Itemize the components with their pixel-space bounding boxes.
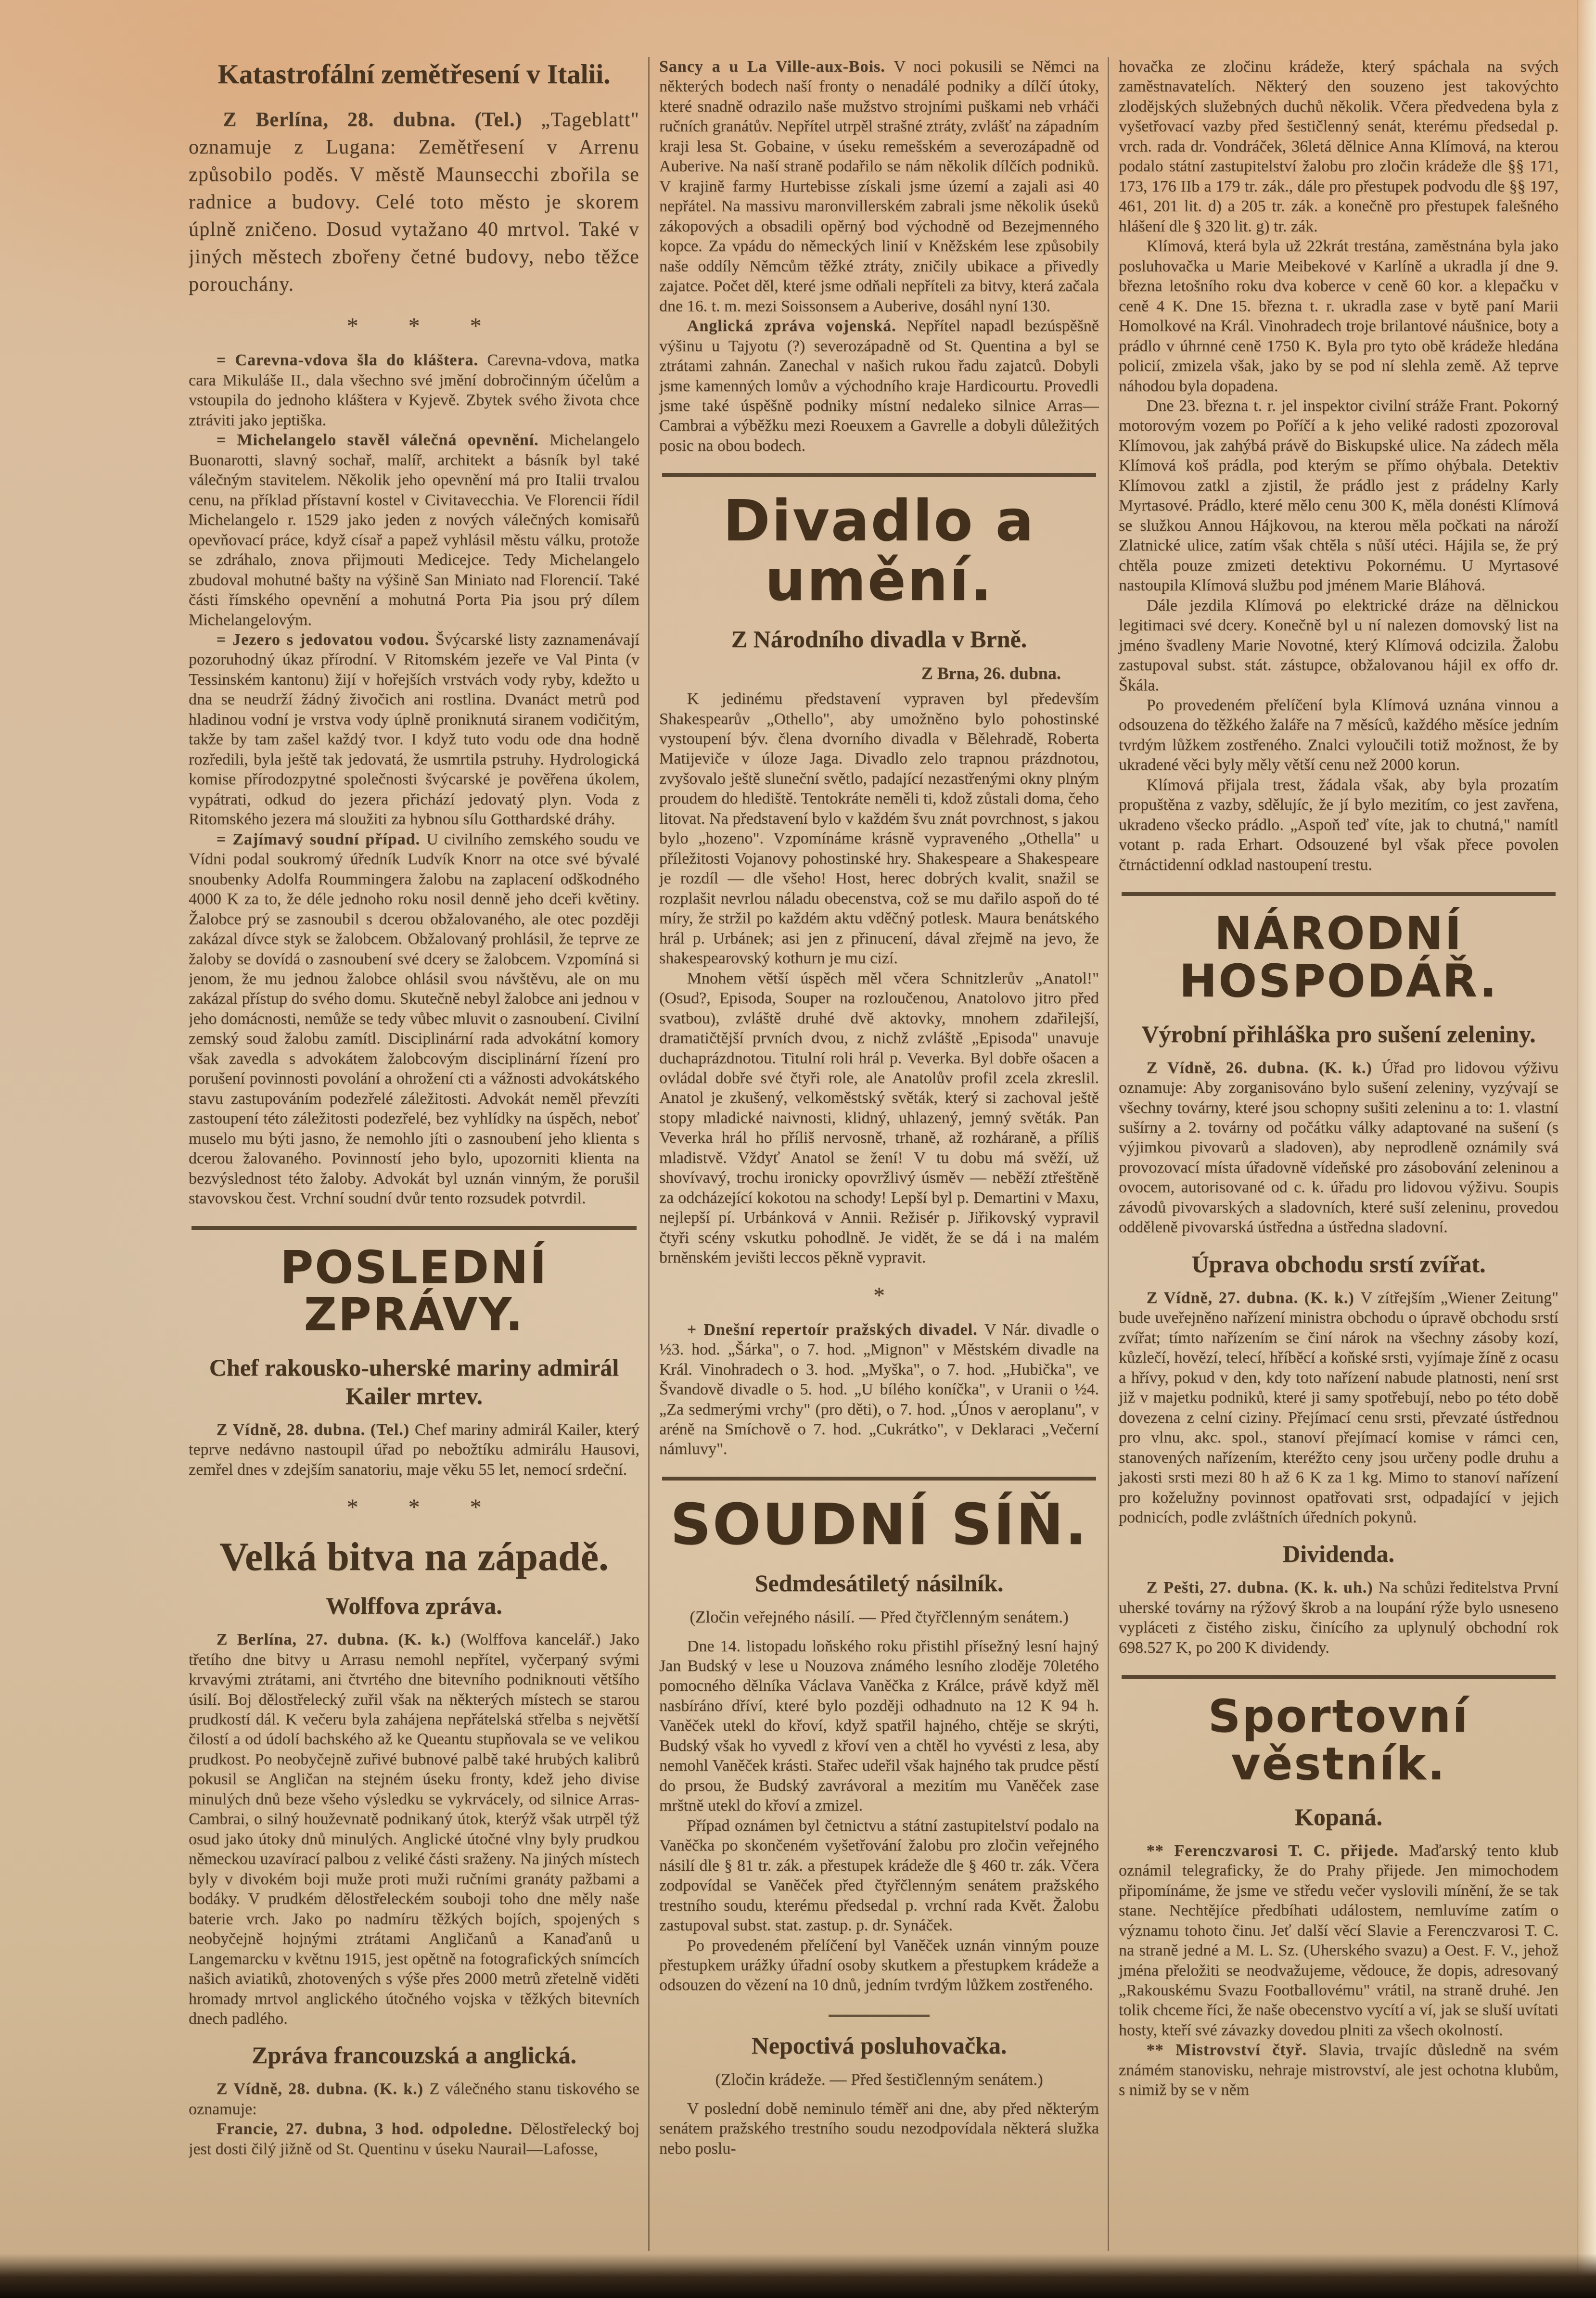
paragraph-lead: + Dnešní repertoír pražských divadel. xyxy=(687,1320,984,1339)
paragraph-lead: Z Vídně, 28. dubna. (K. k.) xyxy=(216,2080,430,2098)
article-subhead: Kopaná. xyxy=(1294,1803,1382,1830)
article-subhead: Zpráva francouzská a anglická. xyxy=(251,2042,577,2069)
separator-short-rule xyxy=(829,2015,930,2017)
paragraph-lead: = Zajímavý soudní případ. xyxy=(216,830,427,848)
paragraph-lead: Z Berlína, 28. dubna. (Tel.) xyxy=(223,108,541,131)
paragraph: Z Berlína, 27. dubna. (K. k.) (Wolffova kancelář.) Jako třetího dne bitvy u Arrasu nemohl nepřítel, vyčerpaný svými krvavými ztrátami, ani čtvrtého dne bitevního podniknouti většího úsilí. Boj dělostřelecký zuřil však na některých místech se starou prudkostí dál. K večeru byla zahájena nepřátelská střelba s největší čilostí a od údolí bachského až ke Queantu stupňovala se ve velikou prudkost. Po neobyčejně zuřivé bubnové palbě také hrubých kalibrů pokusil se Angličan na stejném úseku fronty, kdež jeho divise minulých dnů beze všeho výsledku se vykrvácely, od silnice Arras-Cambrai, o silný houževnatě podnikaný útok, kterýž však utrpěl týž osud jako útoky dnů minulých. Anglické útočné vlny byly prudkou německou uzavírací palbou z veliké části sraženy. Na jiných místech byly v divokém boji muže proti muži ručními granáty pažbami a bodáky. V prudkém dělostřeleckém souboji toho dne měly naše baterie vrch. Jako po nadmíru těžkých bojích, spojených s neobyčejně hojnými ztrátami Angličanů a Kanaďanů u Langemarcku v květnu 1915, jest opětně na fotografických snímcích našich aviatiků, zhotovených s výše přes 2000 metrů zřetelně viděti hromady mrtvol anglického útočného vojska v těžkých bitevních dnech padlého. xyxy=(189,1631,639,2028)
separator-rule xyxy=(1122,892,1556,896)
paragraph-lead: Z Vídně, 26. dubna. (K. k.) xyxy=(1146,1059,1382,1077)
article-subhead: Nepoctivá posluhovačka. xyxy=(751,2031,1007,2059)
article-subhead: Dividenda. xyxy=(1282,1540,1394,1568)
paragraph: Z Berlína, 28. dubna. (Tel.) „Tageblatt" oznamuje z Lugana: Zemětřesení v Arrenu způsobilo poděs. V městě Maunsecchi zbořila se radnice a budovy. Celé toto město je skorem úplně zničeno. Dosud vytažano 40 mrtvol. Také v jiných městech zbořeny četné budovy, nebo těžce porouchány. xyxy=(189,108,639,296)
columns-container xyxy=(189,57,1582,2251)
paragraph: Z Pešti, 27. dubna. (K. k. uh.) Na schůzi ředitelstva První uherské továrny na rýžový škrob a na loupání rýže bylo usneseno vypláceti z čistého zisku, činícího za uplynulý obchodní rok 698.527 K, po 200 K dividendy. xyxy=(1119,1579,1558,1657)
paragraph: Dále jezdila Klímová po elektrické dráze na dělnickou legitimaci své dcery. Konečně byl u ní nalezen domovský list na jméno švadleny Marie Novotné, který Klímová odcizila. Žalobu zastupoval subst. stát. zástupce, obžalovanou hájil ex offo dr. Škála. xyxy=(1119,596,1558,694)
page-edge-highlight xyxy=(1577,0,1596,2298)
paragraph: = Zajímavý soudní případ. U civilního zemského soudu ve Vídni podal soukromý úředník Ludvík Knorr na otce své bývalé snoubenky Adolfa Roummingera žalobu na zaplacení odškodného 4000 K za to, že déle jednoho roku nosil denně jeho dceři květiny. Žalobce prý se zasnoubil s dcerou obžalovaného, ale otec později zakázal dívce styk se žalobcem. Obžalovaný prohlásil, že teprve ze žaloby se dovídá o zasnoubení své dcery se žalobcem. Vzpomíná si jenom, že mu jednou žalobce ohlásil svou návštěvu, ale on mu zakázal přístup do svého domu. Skutečně nebyl žalobce ani jednou v jeho domácnosti, nemůže se tedy vůbec mluvit o zasnoubení. Civilní zemský soud žalobu zamítl. Disciplinární rada advokátní komory však zavedla s advokátem žalobcovým disciplinární řízení pro porušení povinnosti povolání a ohrožení cti a vážnosti advokátského stavu zastupováním podezřelé záležitosti. Advokát neměl převzíti zastoupení této záležitosti podezřelé, bez vyhlídky na úspěch, neboť muselo mu býti jasno, že nemohlo jíti o zasnoubení jeho klienta s dcerou žalovaného. Povinností jeho bylo, upozorniti klienta na bezvýslednost této žaloby. Advokát byl uznán vinným, že porušil stavovskou čest. Vrchní soudní dvůr tento rozsudek potvrdil. xyxy=(189,830,639,1208)
paragraph: ** Ferenczvarosi T. C. přijede. Maďarský tento klub oznámil telegraficky, že do Prahy přijede. Jen mimochodem připomínáme, že jsme ve středu večer vyslovili mínění, že se tak stane. Nechtějíce předbíhati událostem, nemluvíme zatím o významu tohoto činu. Jeť další věcí Slavie a Ferenczvarosi T. C. na straně jedné a M. L. Sz. (Uherského svazu) a Oest. F. V., jehož jména přeložiti se neodvažujeme, vědouce, že dopis, adresovaný „Rakouskému Svazu Footballovému" vrátil, na straně druhé. Jen tolik chceme říci, že naše obecenstvo vycítí a ví, jak se sluší uvítati hosty, kteří své závazky dovedou plniti za všech okolností. xyxy=(1119,1841,1558,2039)
court-note: (Zločin krádeže. — Před šestičlenným senátem.) xyxy=(715,2069,1043,2089)
paragraph-lead: Francie, 27. dubna, 3 hod. odpoledne. xyxy=(216,2120,521,2138)
paragraph: Případ oznámen byl četnictvu a státní zastupitelství podalo na Vaněčka po skončeném vyšetřování žalobu pro zločin veřejného násilí dle § 81 tr. zák. a přestupek krádeže dle § 460 tr. zák. Včera zodpovídal se Vaněček před čtyřčlenným senátem pražského trestního soudu, kterému předsedal p. vrchní rada Květ. Žalobu zastupoval subst. stat. zastup. p. dr. Synáček. xyxy=(659,1816,1099,1935)
paragraph: Z Vídně, 28. dubna. (Tel.) Chef mariny admirál Kailer, který teprve nedávno nastoupil úřad po nebožtíku admirálu Hausovi, zemřel dnes v zdejším sanatoriu, maje věku 55 let, nemocí srdeční. xyxy=(189,1420,639,1479)
paragraph: Mnohem větší úspěch měl včera Schnitzlerův „Anatol!" (Osud?, Episoda, Souper na rozloučenou, Anatolovo jitro před svatbou), zvláště druhé dvě aktovky, mnohem zdařilejší, dramatičtější prvních dvou, z nichž zvláště „Episoda" unavuje duchaprázdnotou. Titulní roli hrál p. Veverka. Byl dobře ošacen a ovládal dobře své čtyři role, ale Anatolův profil zcela zkreslil. Anatol je zkušený, velkoměstský světák, který si zachoval ještě stopy mladické naivnosti, klidný, uhlazený, jemný světák. Pan Veverka hrál ho příliš nervosně, trhaně, až rozháraně, a příliš mladistvě. Vždyť Anatol se žení! V tu dobu má svěží, už shovívavý, trochu ironicky opovržlivý úsměv — neběží ztřeštěně za odcházející kokotou na schody! Lepší byl p. Demartini v Maxu, nejlepší pí. Urbánková v Annii. Režisér p. Jiřikovský vypravil čtyři scény vskutku pohodlně. Je vidět, že se dá i na malém brněnském jevišti leccos pěkně vypravit. xyxy=(659,969,1099,1267)
paragraph: + Dnešní repertoír pražských divadel. V Nár. divadle o ½3. hod. „Šárka", o 7. hod. „Mignon" v Městském divadle na Král. Vinohradech o 3. hod. „Myška", o 7. hod. „Hubička", ve Švandově divadle o 5. hod. „U bílého koníčka", v Uranii o ½4. „Za sedmerými vrchy" (pro děti), o 7. hod. „Únos v aeroplanu", v aréně na Smíchově o 7. hod. „Cukrátko", v Deklaraci „Večerní námluvy". xyxy=(659,1320,1099,1458)
paragraph-lead: Z Pešti, 27. dubna. (K. k. uh.) xyxy=(1146,1579,1379,1597)
paragraph: K jedinému představení vypraven byl především Shakespearův „Othello", aby umožněno bylo pohostinské vystoupení býv. člena dvorního divadla v Bělehradě, Roberta Matijeviče v úloze Jaga. Divadlo zelo trapnou prázdnotou, zvyšovalo ještě sluneční světlo, padající nezastřenými okny plným proudem do hlediště. Tentokráte neměli ti, kdož zůstali doma, čeho litovat. Na představení bylo v každém švu znát povrchnost, s jakou bylo „hozeno". Vzpomínáme krásně vypraveného „Othella" u příležitosti Vojanovy pohostinské hry. Shakespeare a Shakespeare je rozdíl — dle všeho! Host, herec dobrých kvalit, snažil se rozplašit nevrlou náladu obecenstva, což se mu dařilo aspoň do té míry, že stržil po každém aktu vděčný potlesk. Maura benátského hrál p. Urbánek; asi jen z přinucení, dával zřejmě na jevo, že shakespearovský kothurn je mu cizí. xyxy=(659,690,1099,968)
paragraph-lead: ** Mistrovství čtyř. xyxy=(1146,2041,1319,2059)
paragraph: Dne 23. března t. r. jel inspektor civilní stráže Frant. Pokorný motorovým vozem po Poříčí a k jeho veliké radosti zpozoroval Klímovou, jak zahýbá právě do Biskupské ulice. Na zádech měla Klímová koš prádla, pod kterým se přímo ohýbala. Detektiv Klímovou zatkl a zjistil, že prádlo jest z prádelny Karly Myrtasové. Prádlo, které mělo cenu 300 K, měla donésti Klímová se služkou Annou Hájkovou, na kterou měla počkati na nároží Zlatnické ulice, zatím však chtěla s nůší utéci. Hájila se, že prý chtěla pouze zmizeti detektivu Pokornému. U Myrtasové nastoupila Klímová službu pod jménem Marie Bláhová. xyxy=(1119,396,1558,595)
paragraph-continuation: Sancy a u La Ville-aux-Bois. V noci pokusili se Němci na některých bodech naší fronty o nenadálé podniky a dílčí útoky, které snadně odrazilo naše mužstvo strojními puškami neb vrháči ručních granátův. Nepřítel utrpěl strašné ztráty, zvlášť na západním kraji lesa St. Gobaine, v úseku remešském a severozápadně od Auberive. Na naší straně podařilo se nám několik dílčích podniků. V krajině farmy Hurtebisse získali jsme území a zajali asi 40 nepřátel. Na massivu maronvillerském zabrali jsme několik úseků zákopových a obsadili opěrný bod východně od Bezejmenného kopce. Za vpádu do německých linií v Kněžském lese způsobily naše oddíly Němcům těžké ztráty, zničily ubikace a přivedly zajatce. Počet děl, které jsme odňali nepříteli za bitvy, která začala dne 16. t. m. mezi Soissonsem a Auberive, dosáhl nyní 130. xyxy=(659,58,1099,315)
dateline: Z Brna, 26. dubna. xyxy=(921,664,1061,683)
paragraph-lead: Z Berlína, 27. dubna. (K. k.) xyxy=(216,1631,460,1649)
court-note: (Zločin veřejného násilí. — Před čtyřčlenným senátem.) xyxy=(689,1607,1069,1626)
column-left xyxy=(189,57,639,2251)
heading-narodni-hospodar: NÁRODNÍ HOSPODÁŘ. xyxy=(1179,907,1498,1008)
paragraph: = Jezero s jedovatou vodou. Švýcarské listy zaznamenávají pozoruhodný úkaz přírodní. V Ritomském jezeře ve Val Pinta (v Tessinském kantonu) žijí v hořejších vrstvách vody ryby, kdežto u dna se neudrží žádný živočich ani rostlina. Dvanáct metrů pod hladinou vodní je vrstva vody úplně proniknutá siranem vodičitým, takže by tam zašel každý tvor. I když tuto vodu ode dna hodně rozředili, byla ještě tak jedovatá, že usmrtila pstruhy. Hydrologická komise přírodozpytné společnosti švýcarské je pověřena úkolem, vypátrati, odkud do jezera přichází jedovatý plyn. Voda z Ritomského jezera má sloužiti za hybnou sílu Gotthardské dráhy. xyxy=(189,631,639,829)
separator-stars: * * * xyxy=(346,313,504,339)
paragraph: Z Vídně, 26. dubna. (K. k.) Úřad pro lidovou výživu oznamuje: Aby zorganisováno bylo sušení zeleniny, vyzývají se všechny továrny, které jsou schopny sušiti zeleninu a to: 1. vlastní sušírny a 2. továrny od počátku války adaptované na sušení (s výjimkou pivovarů a sladoven), aby neprodleně oznámily svá provozovací místa úřadovně vídeňské pro zásobování zeleninou a ovocem, autorisované od c. k. úřadu pro lidovou výživu. Soupis závodů pivovarských a sladovních, které suší zeleninu, provedou odděleně pivovarská ústředna a ústředna sladovní. xyxy=(1119,1059,1558,1237)
article-subhead: Z Národního divadla v Brně. xyxy=(731,626,1027,653)
paragraph: Z Vídně, 28. dubna. (K. k.) Z válečného stanu tiskového se oznamuje: xyxy=(189,2080,639,2118)
paragraph: Klímová, která byla už 22krát trestána, zaměstnána byla jako posluhovačka u Marie Meibekové v Karlíně a ukradla jí dne 9. března letošního roku dva koberce v ceně 60 kor. a klepačku v ceně 4 K. Dne 15. března t. r. ukradla zase v bytě paní Marii Homolkové na Král. Vinohradech troje brilantové náušnice, boty a prádlo v úhrnné ceně 1750 K. Byla pro tyto obě krádeže hledána policií, zmizela však, jako by se pod ní slehla země. Až teprve náhodou byla dopadena. xyxy=(1119,237,1558,395)
paragraph-lead: = Jezero s jedovatou vodou. xyxy=(216,631,435,649)
separator-stars: * xyxy=(873,1282,907,1308)
paragraph: V poslední době neminulo téměř ani dne, aby před některým senátem pražského trestního soudu nezodpovídala některá služka nebo poslu- xyxy=(659,2099,1099,2158)
paragraph-continuation: hovačka ze zločinu krádeže, který spáchala na svých zaměstnavatelích. Některý den souzeno jest takovýchto zlodějských služebných duchů několik. Včera předvedena byla z vyšetřovací vazby před šestičlenný senát, kterému předsedal p. vrch. rada dr. Vondráček, 36letá dělnice Anna Klímová, na kterou podalo státní zastupitelství žalobu pro zločin krádeže dle §§ 171, 173, 176 IIb a 179 tr. zák., dále pro přestupek podvodu dle §§ 197, 461, 201 lit. d) a 205 tr. zák. a konečně pro přestupek falešného hlášení dle § 320 lit. g) tr. zák. xyxy=(1119,58,1558,235)
paragraph-lead: = Michelangelo stavěl válečná opevnění. xyxy=(216,431,550,449)
column-middle xyxy=(648,57,1099,2251)
paragraph: ** Mistrovství čtyř. Slavia, trvajíc důsledně na svém známém stanovisku, nehraje mistrovství, ale jest ochotna klubům, s nimiž by se v něm xyxy=(1119,2041,1558,2099)
article-subhead: Výrobní přihláška pro sušení zeleniny. xyxy=(1141,1020,1536,1047)
paragraph: Po provedeném přelíčení byla Klímová uznána vinnou a odsouzena do těžkého žaláře na 7 měsíců, každého měsíce jedním tvrdým lůžkem zostřeného. Znalci vyloučili totiž možnost, že by ukradené věci byly měly větší cenu než 2000 korun. xyxy=(1119,696,1558,774)
heading-soudni-sin: SOUDNÍ SÍŇ. xyxy=(670,1491,1088,1558)
paragraph: = Michelangelo stavěl válečná opevnění. Michelangelo Buonarotti, slavný sochař, malíř, architekt a básník byl také válečným stavitelem. Několik jeho opevnění má pro Italii trvalou cenu, na příklad přístavní kostel v Civitavecchia. Ve Florencii řídil Michelangelo r. 1529 jako jeden z nových válečných komisařů opevňovací práce, když císař a papež vyhlásil městu válku, protože se zdráhalo, znova přijmouti Medicejce. Tedy Michelangelo zbudoval mohutné bašty na výšině San Miniato nad Florencií. Také části římského opevnění a mohutná Porta Pia jsou prý dílem Michelangelovým. xyxy=(189,431,639,629)
separator-rule xyxy=(662,473,1096,477)
paragraph: Klímová přijala trest, žádala však, aby byla prozatím propuštěna z vazby, sdělujíc, že jí bylo mezitím, co jest zavřena, ukradeno všecko prádlo. „Aspoň teď víte, jak to chutná," namítl votant p. rada Erhart. Odsouzené byl však přece povolen čtrnáctidenní odklad nastoupení trestu. xyxy=(1119,776,1558,874)
column-right xyxy=(1108,57,1558,2251)
heading-sportovni-vestnik: Sportovní věstník. xyxy=(1208,1690,1469,1790)
paragraph: Dne 14. listopadu loňského roku přistihl přísežný lesní hajný Jan Budský v lese u Nouzova známého lesního zloděje 70letého pomocného dělníka Václava Vaněčka z Králce, právě když měl nasbíráno dříví, které bylo později odhadnuto na 12 K 94 h. Vaněček utekl do křoví, když spatřil hajného, chtěje se skrýti, Budský však ho vyvedl z křoví ven a chtěl ho vyvésti z lesa, aby nemohl Vaněček krásti. Stařec udeřil však hajného tak prudce pěstí do prsou, že Budský zavrávoral a mezitím mu Vaněček zase mrštně utekl do křoví a zmizel. xyxy=(659,1637,1099,1815)
paragraph-lead: Z Vídně, 28. dubna. (Tel.) xyxy=(216,1420,415,1439)
paragraph-lead: Anglická zpráva vojenská. xyxy=(687,317,907,335)
paragraph: Z Vídně, 27. dubna. (K. k.) V zítřejším „Wiener Zeitung" bude uveřejněno nařízení ministra obchodu o úpravě obchodu srstí zvířat; tímto nařízením se činí nárok na všechny zásoby kozí, kůzlečí, hovězí, telecí, hříběcí a koňské srsti, vyjímaje žíně z ocasu a hřívy, pokud v den, kdy toto nařízení nabude platnosti, není srst již v majetku podniků, které ji samy spotřebují, nebo po této době dovezena z celní ciziny. Přejímací cenu srsti, převzaté ústřednou pro vlnu, akc. spol., stanoví přejímací komise v rámci cen, stanovených nařízením, kteréžto ceny jsou určeny podle druhu a jakosti srsti mezi 80 h až 6 K za 1 kg. Mimo to stanoví nařízení pro koželužny povinnost opatřovati srst, odpadající v jejich podnicích, podle zvláštních úředních pokynů. xyxy=(1119,1289,1558,1526)
heading-zemetreseni: Katastrofální zemětřesení v Italii. xyxy=(217,59,611,89)
paragraph-lead: = Carevna-vdova šla do kláštera. xyxy=(216,351,487,370)
paragraph: Anglická zpráva vojenská. Nepřítel napadl bezúspěšně výšinu u Tajyotu (?) severozápadně od St. Quentina a byl se ztrátami zahnán. Zanechal v našich rukou řadu zajatců. Dobyli jsme kamenných lomův a východního kraje Hardicourtu. Provedli jsme také úspěšně podniky místní nedaleko silnice Arras—Cambrai a výběžku mezi Roeuxem a Gavrelle a dobyli důležitých posic na obou bodech. xyxy=(659,317,1099,455)
paragraph: Po provedeném přelíčení byl Vaněček uznán vinným pouze přestupkem urážky úřadní osoby skutkem a přestupkem krádeže a odsouzen do vězení na 10 dnů, jedním tvrdým lůžkem zostřeného. xyxy=(659,1936,1099,1994)
article-subhead: Úprava obchodu srstí zvířat. xyxy=(1191,1250,1486,1277)
scan-bottom-shadow xyxy=(0,2254,1596,2298)
paragraph: = Carevna-vdova šla do kláštera. Carevna-vdova, matka cara Mikuláše II., dala všechno své jmění dobročinným účelům a vstoupila do jednoho kláštera v Kyjevě. Zbytek svého života chce ztráviti jako jeptiška. xyxy=(189,351,639,429)
paragraph-lead: ** Ferenczvarosi T. C. přijede. xyxy=(1146,1841,1409,1860)
separator-rule xyxy=(662,1477,1096,1481)
article-subhead: Wolffova zpráva. xyxy=(326,1592,502,1620)
paragraph-lead: Z Vídně, 27. dubna. (K. k.) xyxy=(1146,1289,1361,1307)
heading-divadlo-a-umeni: Divadlo a umění. xyxy=(723,487,1035,614)
separator-rule xyxy=(1122,1675,1556,1679)
paragraph: Francie, 27. dubna, 3 hod. odpoledne. Dělostřelecký boj jest dosti čilý jižně od St. Quentinu v úseku Naurail—Lafosse, xyxy=(189,2120,639,2158)
heading-posledni-zpravy: POSLEDNÍ ZPRÁVY. xyxy=(280,1241,548,1341)
separator-rule xyxy=(192,1226,637,1230)
paragraph-lead: Sancy a u La Ville-aux-Bois. xyxy=(659,58,894,76)
article-subhead: Chef rakousko-uherské mariny admirál Kailer mrtev. xyxy=(209,1353,619,1409)
heading-velka-bitva: Velká bitva na západě. xyxy=(219,1534,609,1580)
article-subhead: Sedmdesátiletý násilník. xyxy=(754,1569,1004,1596)
separator-stars: * * * xyxy=(346,1494,504,1520)
